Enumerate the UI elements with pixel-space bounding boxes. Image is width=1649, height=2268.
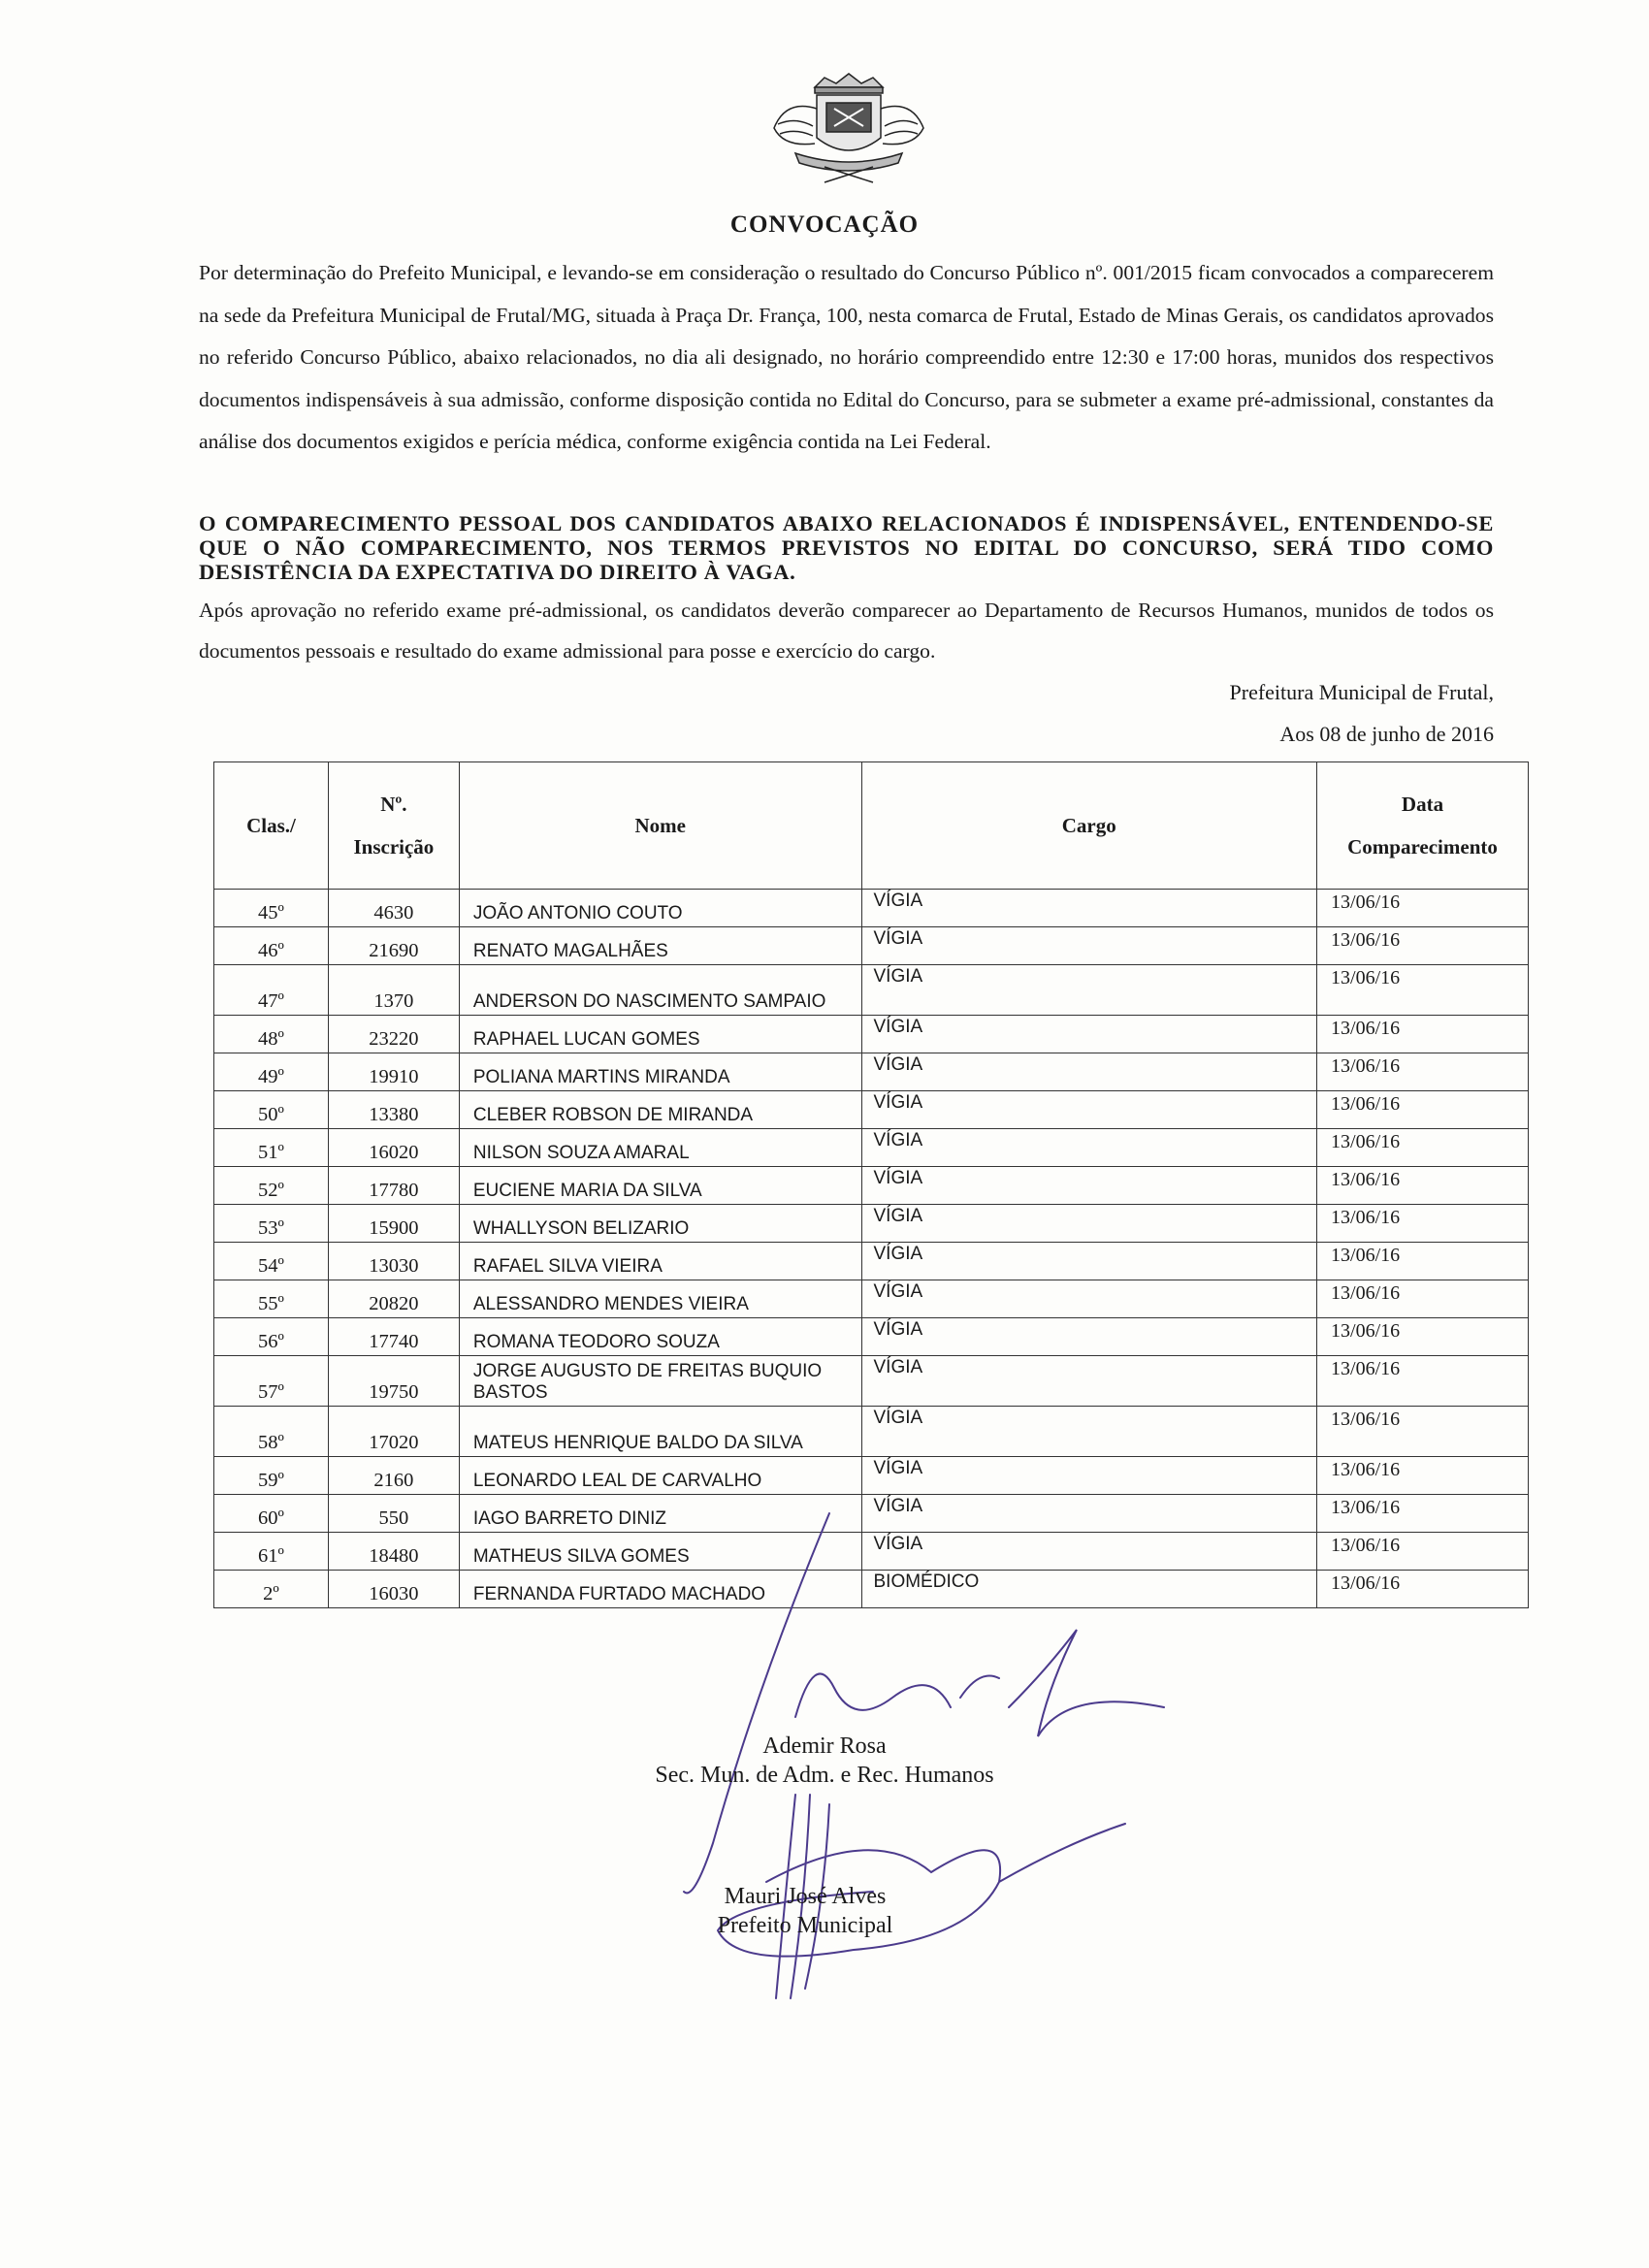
candidates-table <box>213 761 1529 1608</box>
cell-data: 13/06/16 <box>1317 1533 1529 1571</box>
cell-inscricao: 2160 <box>328 1457 459 1495</box>
cell-nome: MATHEUS SILVA GOMES <box>459 1533 861 1571</box>
cell-nome: LEONARDO LEAL DE CARVALHO <box>459 1457 861 1495</box>
signatory-name: Ademir Rosa <box>762 1733 887 1759</box>
cell-data: 13/06/16 <box>1317 1053 1529 1091</box>
signature-block-mayor <box>0 1882 1630 1940</box>
signatory-role: Sec. Mun. de Adm. e Rec. Humanos <box>655 1763 994 1788</box>
table-row <box>214 1091 1529 1129</box>
intro-paragraph: Por determinação do Prefeito Municipal, e levando-se em consideração o resultado do Concurso Público nº. 001/2015 ficam convocados a comparecerem na sede da Prefeitura Municipal de Frutal/MG, situada à Praça Dr. França, 100, nesta comarca de Frutal, Estado de Minas Gerais, os candidatos aprovados no referido Concurso Público, abaixo relacionados, no dia ali designado, no horário compreendido entre 12:30 e 17:00 horas, munidos dos respectivos documentos indispensáveis à sua admissão, conforme disposição contida no Edital do Concurso, para se submeter a exame pré-admissional, constantes da análise dos documentos exigidos e perícia médica, conforme exigência contida na Lei Federal. <box>199 261 1494 453</box>
cell-inscricao: 1370 <box>328 965 459 1016</box>
signatory-role: Prefeito Municipal <box>717 1913 893 1938</box>
cell-cargo: VÍGIA <box>861 1318 1317 1356</box>
cell-inscricao: 4630 <box>328 890 459 927</box>
issue-date: Aos 08 de junho de 2016 <box>1279 722 1494 746</box>
header-inscricao-line1: Nº. <box>380 793 407 816</box>
cell-data: 13/06/16 <box>1317 1243 1529 1280</box>
cell-cargo: VÍGIA <box>861 1243 1317 1280</box>
cell-clas: 56º <box>214 1318 329 1356</box>
cell-clas: 45º <box>214 890 329 927</box>
header-data-line1: Data <box>1401 793 1444 816</box>
cell-nome: WHALLYSON BELIZARIO <box>459 1205 861 1243</box>
cell-inscricao: 21690 <box>328 927 459 965</box>
cell-inscricao: 550 <box>328 1495 459 1533</box>
table-row <box>214 927 1529 965</box>
header-data-line2: Comparecimento <box>1347 835 1498 859</box>
cell-cargo: VÍGIA <box>861 1407 1317 1457</box>
table-row <box>214 1205 1529 1243</box>
cell-nome: ROMANA TEODORO SOUZA <box>459 1318 861 1356</box>
cell-cargo: VÍGIA <box>861 1129 1317 1167</box>
cell-inscricao: 20820 <box>328 1280 459 1318</box>
cell-clas: 50º <box>214 1091 329 1129</box>
municipal-crest-icon <box>757 70 941 186</box>
table-row <box>214 965 1529 1016</box>
table-row <box>214 1167 1529 1205</box>
instructions-paragraph: Após aprovação no referido exame pré-admissional, os candidatos deverão comparecer ao Departamento de Recursos Humanos, munidos de todos os documentos pessoais e resultado do exame admissional para posse e exercício do cargo. <box>199 599 1494 663</box>
table-row <box>214 1318 1529 1356</box>
cell-cargo: VÍGIA <box>861 965 1317 1016</box>
header-nome: Nome <box>459 762 861 890</box>
cell-nome: IAGO BARRETO DINIZ <box>459 1495 861 1533</box>
table-row <box>214 1016 1529 1053</box>
cell-data: 13/06/16 <box>1317 965 1529 1016</box>
cell-data: 13/06/16 <box>1317 1318 1529 1356</box>
header-cargo: Cargo <box>861 762 1317 890</box>
cell-nome: RAFAEL SILVA VIEIRA <box>459 1243 861 1280</box>
cell-cargo: VÍGIA <box>861 927 1317 965</box>
cell-cargo: VÍGIA <box>861 1280 1317 1318</box>
table-header-row <box>214 762 1529 890</box>
cell-clas: 51º <box>214 1129 329 1167</box>
cell-cargo: VÍGIA <box>861 1495 1317 1533</box>
cell-data: 13/06/16 <box>1317 1016 1529 1053</box>
cell-data: 13/06/16 <box>1317 1129 1529 1167</box>
table-row <box>214 1571 1529 1608</box>
cell-nome: CLEBER ROBSON DE MIRANDA <box>459 1091 861 1129</box>
table-row <box>214 1243 1529 1280</box>
cell-cargo: VÍGIA <box>861 1356 1317 1407</box>
attendance-notice: O COMPARECIMENTO PESSOAL DOS CANDIDATOS ABAIXO RELACIONADOS É INDISPENSÁVEL, ENTENDENDO-SE QUE O NÃO COMPARECIMENTO, NOS TERMOS PREVISTOS NO EDITAL DO CONCURSO, SERÁ TIDO COMO DESISTÊNCIA DA EXPECTATIVA DO DIREITO À VAGA. <box>199 511 1494 584</box>
table-row <box>214 1356 1529 1407</box>
table-row <box>214 890 1529 927</box>
cell-inscricao: 17740 <box>328 1318 459 1356</box>
cell-cargo: VÍGIA <box>861 1205 1317 1243</box>
cell-data: 13/06/16 <box>1317 1457 1529 1495</box>
cell-nome: RENATO MAGALHÃES <box>459 927 861 965</box>
cell-data: 13/06/16 <box>1317 1571 1529 1608</box>
table-row <box>214 1053 1529 1091</box>
cell-clas: 57º <box>214 1356 329 1407</box>
header-inscricao-line2: Inscrição <box>353 835 435 859</box>
cell-clas: 55º <box>214 1280 329 1318</box>
cell-nome: FERNANDA FURTADO MACHADO <box>459 1571 861 1608</box>
table-row <box>214 1533 1529 1571</box>
cell-inscricao: 15900 <box>328 1205 459 1243</box>
cell-inscricao: 17020 <box>328 1407 459 1457</box>
cell-nome: RAPHAEL LUCAN GOMES <box>459 1016 861 1053</box>
cell-cargo: VÍGIA <box>861 1091 1317 1129</box>
cell-data: 13/06/16 <box>1317 1167 1529 1205</box>
table-row <box>214 1495 1529 1533</box>
cell-nome: MATEUS HENRIQUE BALDO DA SILVA <box>459 1407 861 1457</box>
cell-nome: POLIANA MARTINS MIRANDA <box>459 1053 861 1091</box>
cell-data: 13/06/16 <box>1317 1091 1529 1129</box>
cell-data: 13/06/16 <box>1317 1495 1529 1533</box>
cell-data: 13/06/16 <box>1317 890 1529 927</box>
page-title: CONVOCAÇÃO <box>729 211 920 238</box>
cell-clas: 47º <box>214 965 329 1016</box>
cell-nome: JORGE AUGUSTO DE FREITAS BUQUIO BASTOS <box>459 1356 861 1407</box>
cell-inscricao: 16030 <box>328 1571 459 1608</box>
cell-clas: 61º <box>214 1533 329 1571</box>
cell-clas: 60º <box>214 1495 329 1533</box>
cell-clas: 58º <box>214 1407 329 1457</box>
cell-data: 13/06/16 <box>1317 1407 1529 1457</box>
cell-clas: 46º <box>214 927 329 965</box>
cell-cargo: VÍGIA <box>861 1533 1317 1571</box>
cell-inscricao: 18480 <box>328 1533 459 1571</box>
header-data <box>1317 762 1529 890</box>
cell-data: 13/06/16 <box>1317 1280 1529 1318</box>
cell-nome: ALESSANDRO MENDES VIEIRA <box>459 1280 861 1318</box>
cell-cargo: VÍGIA <box>861 1053 1317 1091</box>
cell-clas: 52º <box>214 1167 329 1205</box>
table-body <box>214 890 1529 1608</box>
table-row <box>214 1129 1529 1167</box>
cell-inscricao: 17780 <box>328 1167 459 1205</box>
cell-inscricao: 13380 <box>328 1091 459 1129</box>
header-clas: Clas./ <box>214 762 329 890</box>
cell-data: 13/06/16 <box>1317 1205 1529 1243</box>
cell-cargo: VÍGIA <box>861 890 1317 927</box>
issuing-place: Prefeitura Municipal de Frutal, <box>1229 680 1494 704</box>
cell-nome: JOÃO ANTONIO COUTO <box>459 890 861 927</box>
cell-clas: 49º <box>214 1053 329 1091</box>
cell-cargo: VÍGIA <box>861 1457 1317 1495</box>
header-inscricao <box>328 762 459 890</box>
table-row <box>214 1457 1529 1495</box>
cell-nome: ANDERSON DO NASCIMENTO SAMPAIO <box>459 965 861 1016</box>
cell-clas: 53º <box>214 1205 329 1243</box>
cell-inscricao: 19750 <box>328 1356 459 1407</box>
cell-cargo: BIOMÉDICO <box>861 1571 1317 1608</box>
table-row <box>214 1407 1529 1457</box>
cell-nome: NILSON SOUZA AMARAL <box>459 1129 861 1167</box>
cell-inscricao: 13030 <box>328 1243 459 1280</box>
signature-block-secretary <box>0 1732 1649 1790</box>
cell-clas: 48º <box>214 1016 329 1053</box>
cell-clas: 59º <box>214 1457 329 1495</box>
cell-nome: EUCIENE MARIA DA SILVA <box>459 1167 861 1205</box>
cell-inscricao: 19910 <box>328 1053 459 1091</box>
cell-cargo: VÍGIA <box>861 1016 1317 1053</box>
cell-inscricao: 16020 <box>328 1129 459 1167</box>
cell-data: 13/06/16 <box>1317 927 1529 965</box>
cell-cargo: VÍGIA <box>861 1167 1317 1205</box>
cell-data: 13/06/16 <box>1317 1356 1529 1407</box>
cell-clas: 54º <box>214 1243 329 1280</box>
signatory-name: Mauri José Alves <box>724 1884 887 1909</box>
cell-clas: 2º <box>214 1571 329 1608</box>
table-row <box>214 1280 1529 1318</box>
cell-inscricao: 23220 <box>328 1016 459 1053</box>
